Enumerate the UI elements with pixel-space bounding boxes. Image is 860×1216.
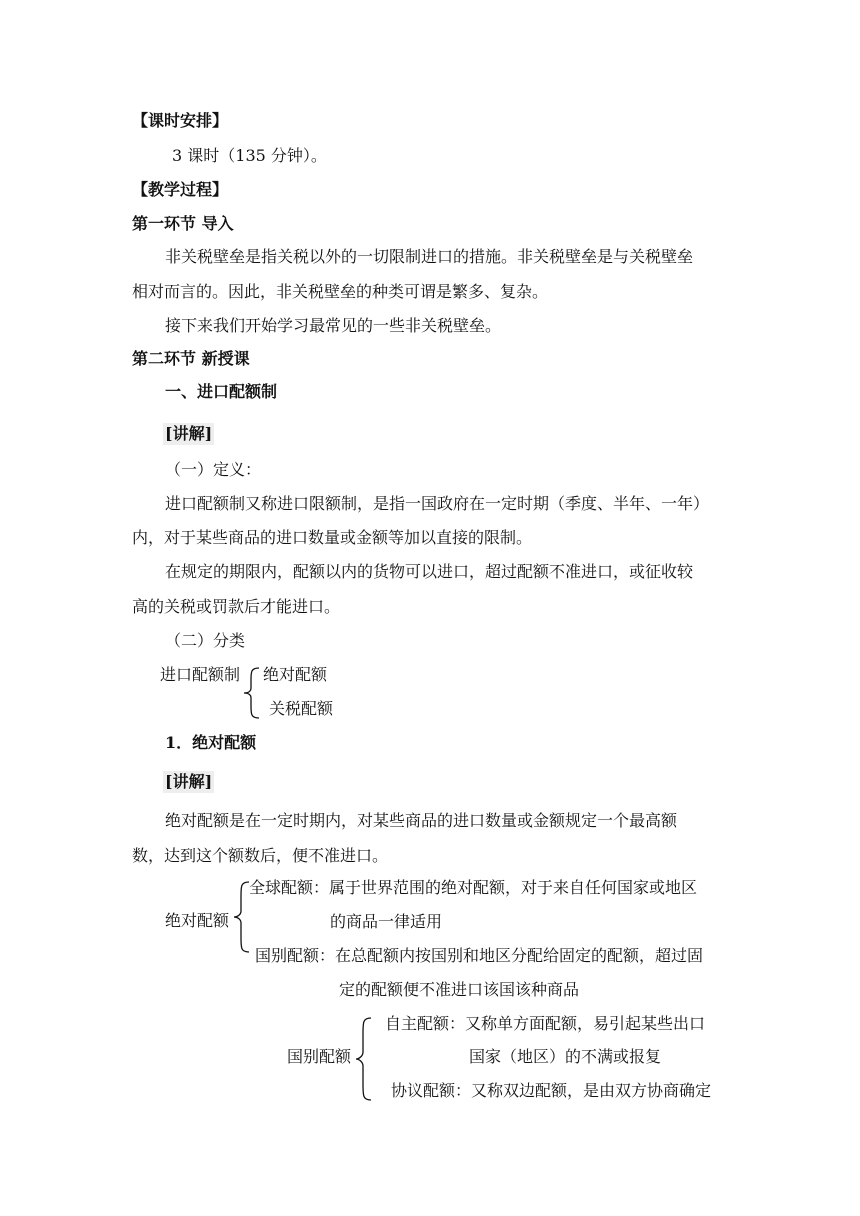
classification-heading: （二）分类 — [165, 631, 246, 650]
country-quota-line-1: 国别配额：在总配额内按国别和地区分配给固定的配额，超过固 — [255, 946, 704, 965]
subsection-heading: 1．绝对配额 — [165, 733, 257, 752]
agreement-quota-line-1: 协议配额：又称双边配额，是由双方协商确定 — [391, 1081, 712, 1100]
absolute-quota-paragraph-line-1: 绝对配额是在一定时期内，对某些商品的进口数量或金额规定一个最高额 — [165, 811, 678, 830]
schedule-text: 3 课时（135 分钟）。 — [172, 146, 327, 165]
explain-label: [讲解] — [165, 772, 213, 791]
definition-paragraph-1-line-2: 内，对于某些商品的进口数量或金额等加以直接的限制。 — [132, 528, 533, 547]
diagram-root-label: 国别配额 — [287, 1047, 352, 1066]
definition-paragraph-1-line-1: 进口配额制又称进口限额制，是指一国政府在一定时期（季度、半年、一年） — [165, 494, 710, 513]
diagram-item-absolute-quota: 绝对配额 — [263, 665, 328, 684]
diagram-root-label: 进口配额制 — [160, 665, 241, 684]
schedule-heading: 【课时安排】 — [132, 111, 229, 130]
brace-icon — [243, 666, 261, 720]
intro-paragraph-1-line-1: 非关税壁垒是指关税以外的一切限制进口的措施。非关税壁垒是与关税壁垒 — [165, 247, 694, 266]
diagram-root-label: 绝对配额 — [165, 911, 230, 930]
definition-paragraph-2-line-1: 在规定的期限内，配额以内的货物可以进口，超过配额不准进口，或征收较 — [165, 562, 694, 581]
step2-heading: 第二环节 新授课 — [132, 349, 250, 368]
definition-paragraph-2-line-2: 高的关税或罚款后才能进口。 — [132, 597, 341, 616]
intro-paragraph-1-line-2: 相对而言的。因此，非关税壁垒的种类可谓是繁多、复杂。 — [132, 282, 549, 301]
global-quota-line-2: 的商品一律适用 — [330, 912, 443, 931]
country-quota-line-2: 定的配额便不准进口该国该种商品 — [339, 980, 580, 999]
brace-icon — [355, 1016, 373, 1102]
explain-label: [讲解] — [165, 424, 213, 443]
diagram-item-tariff-quota: 关税配额 — [269, 699, 334, 718]
step1-heading: 第一环节 导入 — [132, 214, 234, 233]
intro-paragraph-2: 接下来我们开始学习最常见的一些非关税壁垒。 — [165, 316, 502, 335]
absolute-quota-paragraph-line-2: 数，达到这个额数后，便不准进口。 — [132, 846, 389, 865]
autonomous-quota-line-2: 国家（地区）的不满或报复 — [469, 1047, 662, 1066]
definition-heading: （一）定义： — [165, 460, 262, 479]
topic1-heading: 一、进口配额制 — [165, 382, 278, 401]
autonomous-quota-line-1: 自主配额：又称单方面配额，易引起某些出口 — [385, 1014, 706, 1033]
process-heading: 【教学过程】 — [132, 180, 229, 199]
global-quota-line-1: 全球配额：属于世界范围的绝对配额，对于来自任何国家或地区 — [249, 878, 698, 897]
